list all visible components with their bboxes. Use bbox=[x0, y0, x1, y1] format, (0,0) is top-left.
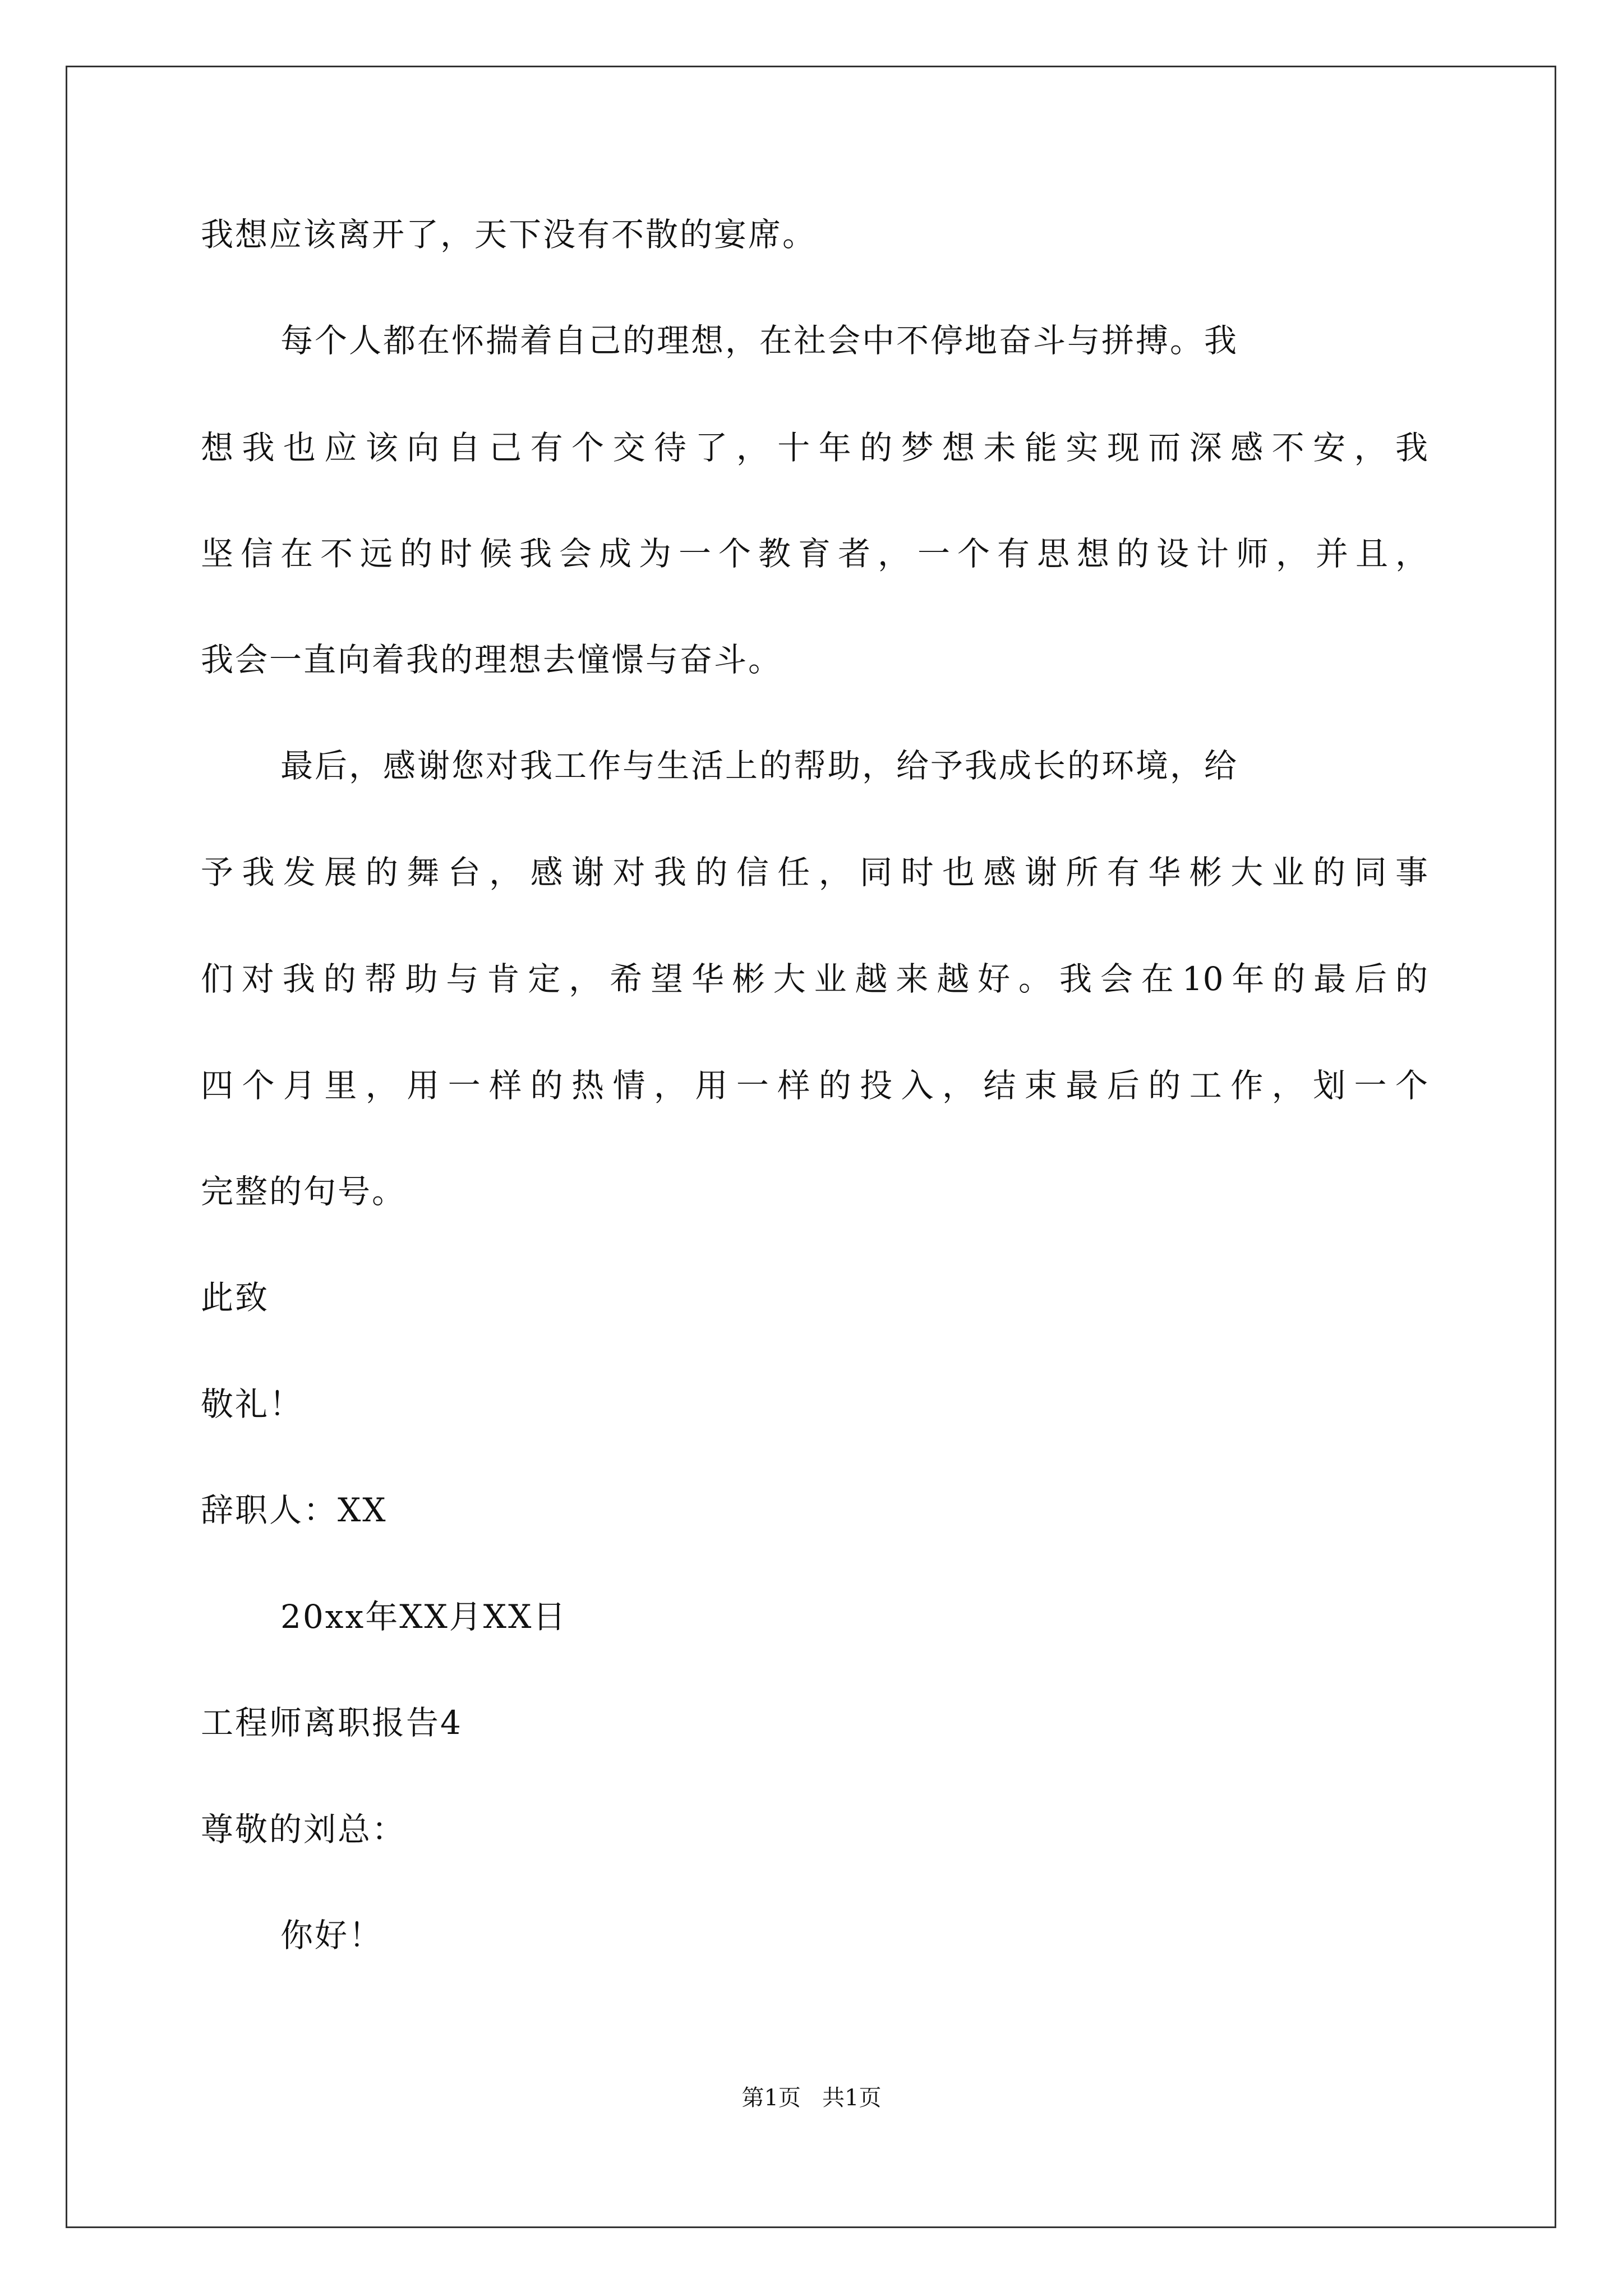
text-line-3: 想我也应该向自己有个交待了，十年的梦想未能实现而深感不安，我 bbox=[201, 429, 1428, 467]
section-title: 工程师离职报告4 bbox=[201, 1704, 463, 1742]
page-footer: 第1页 共1页 bbox=[741, 2085, 882, 2111]
text-line-2: 每个人都在怀揣着自己的理想，在社会中不停地奋斗与拼搏。我 bbox=[280, 321, 1239, 360]
text-line-9: 四个月里，用一样的热情，用一样的投入，结束最后的工作，划一个 bbox=[201, 1066, 1428, 1105]
letter-hello: 你好！ bbox=[280, 1916, 384, 1954]
text-line-7: 予我发展的舞台，感谢对我的信任，同时也感谢所有华彬大业的同事 bbox=[201, 853, 1428, 891]
text-line-5: 我会一直向着我的理想去憧憬与奋斗。 bbox=[201, 641, 783, 679]
text-line-4: 坚信在不远的时候我会成为一个教育者，一个有思想的设计师，并且， bbox=[201, 535, 1428, 573]
text-line-1: 我想应该离开了，天下没有不散的宴席。 bbox=[201, 215, 817, 254]
closing-regards: 敬礼！ bbox=[201, 1385, 304, 1423]
closing-salutation: 此致 bbox=[201, 1278, 270, 1317]
text-line-8: 们对我的帮助与肯定，希望华彬大业越来越好。我会在10年的最后的 bbox=[201, 960, 1428, 998]
letter-greeting: 尊敬的刘总： bbox=[201, 1810, 407, 1848]
text-line-6: 最后，感谢您对我工作与生活上的帮助，给予我成长的环境，给 bbox=[280, 747, 1239, 785]
signature-date: 20xx年XX月XX日 bbox=[280, 1598, 568, 1636]
signature-name: 辞职人：XX bbox=[201, 1491, 388, 1529]
page-border bbox=[66, 66, 1556, 2228]
text-line-10: 完整的句号。 bbox=[201, 1172, 407, 1211]
